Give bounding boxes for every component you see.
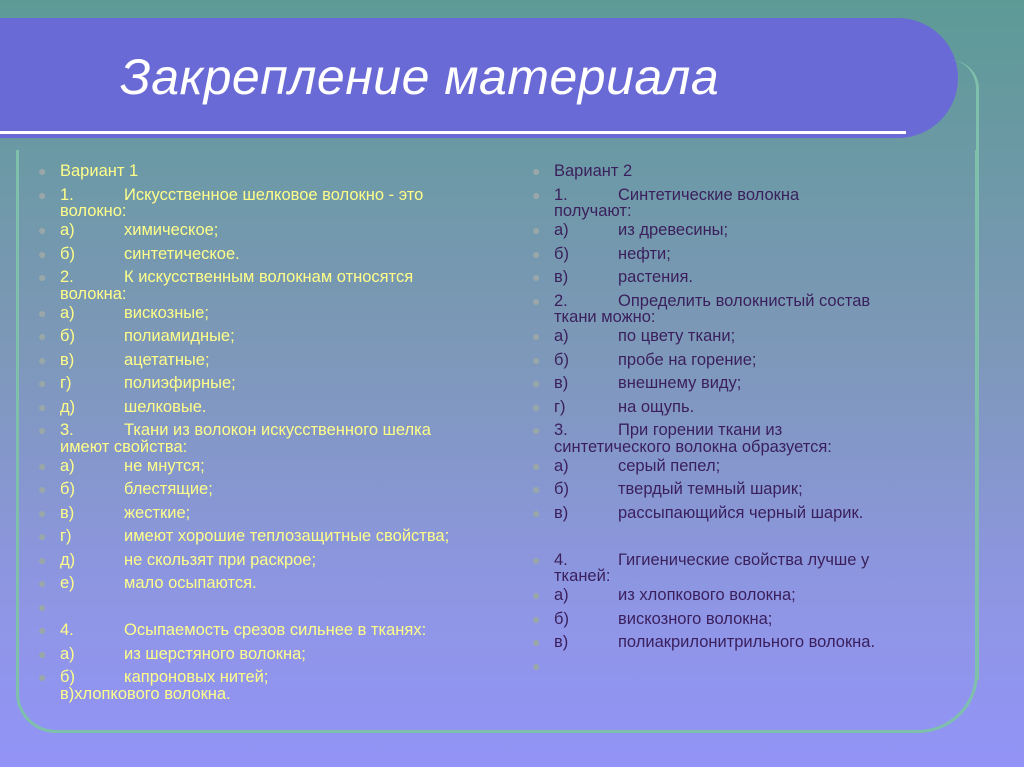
list-item — [532, 455, 972, 479]
bullet-icon: ● — [38, 669, 47, 685]
bullet-icon: ● — [532, 398, 541, 415]
bullet-icon: ● — [532, 245, 541, 262]
item-text: мало осыпаются. — [124, 574, 257, 592]
item-text: полиакрилонитрильного волокна. — [618, 633, 876, 651]
variant-2-list — [532, 160, 972, 678]
list-item — [532, 655, 972, 679]
item-text: не скользят при раскрое; — [124, 550, 317, 569]
bullet-icon: ● — [38, 351, 47, 368]
list-item — [532, 608, 972, 632]
list-item — [38, 266, 528, 302]
item-text: Синтетические волокна — [618, 185, 800, 204]
bullet-icon: ● — [38, 245, 47, 262]
bullet-icon: ● — [532, 351, 541, 368]
list-item — [532, 478, 972, 502]
bullet-icon: ● — [38, 551, 47, 568]
item-marker: в) — [60, 350, 75, 369]
item-marker: в) — [554, 633, 569, 651]
list-item — [38, 502, 528, 526]
slide-title: Закрепление материала — [120, 49, 720, 105]
list-item — [38, 643, 528, 667]
bullet-icon: ● — [532, 269, 541, 285]
item-text-continuation: в)хлопкового волокна. — [60, 684, 231, 703]
item-marker: а) — [554, 221, 569, 239]
item-text: серый пепел; — [618, 456, 721, 475]
item-text-continuation: волокно: — [60, 202, 127, 220]
item-text: твердый темный шарик; — [618, 480, 803, 498]
list-item — [532, 243, 972, 267]
bullet-icon: ● — [532, 634, 541, 650]
item-text: шелковые. — [124, 397, 207, 416]
item-marker: д) — [60, 550, 76, 569]
item-marker: б) — [554, 480, 569, 498]
bullet-icon: ● — [38, 375, 47, 391]
list-item — [38, 455, 528, 479]
item-text: Гигиенические свойства лучше у — [618, 550, 870, 569]
item-marker: б) — [60, 668, 75, 686]
item-text-continuation: имеют свойства: — [60, 437, 188, 456]
list-item — [38, 325, 528, 349]
bullet-icon: ● — [532, 328, 541, 344]
item-text: на ощупь. — [618, 397, 695, 416]
item-marker: 3. — [554, 421, 568, 439]
bullet-icon: ● — [38, 328, 47, 344]
bullet-icon: ● — [532, 610, 541, 627]
bullet-icon: ● — [38, 422, 47, 438]
item-text: из хлопкового волокна; — [618, 586, 796, 604]
bullet-icon: ● — [38, 186, 47, 203]
item-marker: а) — [60, 221, 75, 239]
item-text: К искусственным волокнам относятся — [124, 268, 414, 286]
item-text: Ткани из волокон искусственного шелка — [124, 421, 431, 439]
list-item — [532, 290, 972, 326]
item-marker: а) — [554, 327, 569, 345]
item-marker: 2. — [554, 291, 568, 310]
list-item — [38, 549, 528, 573]
item-text: растения. — [618, 268, 693, 286]
list-item — [38, 184, 528, 220]
item-marker: б) — [60, 244, 75, 263]
item-text: по цвету ткани; — [618, 327, 736, 345]
item-text: При горении ткани из — [618, 421, 783, 439]
list-item — [532, 266, 972, 290]
item-text: химическое; — [124, 221, 219, 239]
item-marker: 1. — [554, 185, 568, 204]
bullet-icon: ● — [38, 457, 47, 474]
bullet-icon: ● — [532, 222, 541, 238]
bullet-icon: ● — [38, 504, 47, 521]
list-item — [38, 525, 528, 549]
list-item — [38, 349, 528, 373]
item-text: не мнутся; — [124, 456, 205, 475]
list-item — [532, 160, 972, 184]
item-marker: б) — [554, 350, 569, 369]
item-text-continuation: получают: — [554, 202, 632, 220]
bullet-icon: ● — [38, 645, 47, 662]
item-marker: в) — [60, 503, 75, 522]
list-item — [532, 549, 972, 585]
bullet-icon: ● — [38, 598, 47, 615]
item-marker: г) — [60, 374, 72, 392]
item-marker: а) — [60, 303, 75, 322]
item-marker: 1. — [60, 185, 74, 204]
item-text: капроновых нитей; — [124, 668, 269, 686]
bullet-icon: ● — [532, 186, 541, 203]
bullet-icon: ● — [532, 587, 541, 603]
item-marker: б) — [554, 244, 569, 263]
item-text: Определить волокнистый состав — [618, 291, 871, 310]
list-item — [38, 396, 528, 420]
item-text: синтетическое. — [124, 244, 240, 263]
item-marker: 2. — [60, 268, 74, 286]
bullet-icon: ● — [38, 222, 47, 238]
item-text: Искусственное шелковое волокно - это — [124, 185, 424, 204]
item-marker: 4. — [554, 550, 568, 569]
list-item — [532, 372, 972, 396]
item-marker: е) — [60, 574, 75, 592]
item-text: из шерстяного волокна; — [124, 644, 306, 663]
item-text: пробе на горение; — [618, 350, 757, 369]
item-text: жесткие; — [124, 503, 191, 522]
bullet-icon: ● — [532, 551, 541, 568]
bullet-icon: ● — [38, 575, 47, 591]
item-text-continuation: волокна: — [60, 284, 127, 303]
item-text-continuation: тканей: — [554, 567, 611, 585]
item-text: полиэфирные; — [124, 374, 236, 392]
item-marker: д) — [60, 397, 76, 416]
list-item — [532, 584, 972, 608]
list-item — [38, 478, 528, 502]
variant-1-list — [38, 160, 528, 702]
item-marker: в) — [554, 268, 569, 286]
item-marker: г) — [554, 397, 566, 416]
list-item — [38, 619, 528, 643]
list-item — [38, 572, 528, 596]
item-marker: 3. — [60, 421, 74, 439]
list-item — [38, 219, 528, 243]
list-item — [38, 160, 528, 184]
item-text: блестящие; — [124, 480, 213, 498]
item-text-continuation: ткани можно: — [554, 308, 656, 326]
list-item — [38, 596, 528, 620]
bullet-icon: ● — [532, 292, 541, 309]
item-marker: в) — [554, 503, 569, 522]
bullet-icon: ● — [532, 163, 541, 179]
list-item — [38, 419, 528, 455]
list-item — [532, 184, 972, 220]
bullet-icon: ● — [38, 269, 47, 285]
item-text: рассыпающийся черный шарик. — [618, 503, 864, 522]
bullet-icon: ● — [532, 457, 541, 474]
item-text: нефти; — [618, 244, 671, 263]
item-text: Вариант 1 — [60, 162, 139, 180]
bullet-icon: ● — [532, 504, 541, 521]
item-text: имеют хорошие теплозащитные свойства; — [124, 527, 450, 545]
item-text: ацетатные; — [124, 350, 210, 369]
item-marker: б) — [60, 480, 75, 498]
item-text: внешнему виду; — [618, 374, 742, 392]
list-item — [532, 525, 972, 549]
bullet-icon: ● — [532, 481, 541, 497]
item-marker: а) — [554, 586, 569, 604]
item-text: Осыпаемость срезов сильнее в тканях: — [124, 621, 427, 639]
bullet-icon: ● — [532, 657, 541, 674]
list-item — [38, 243, 528, 267]
item-marker: г) — [60, 527, 72, 545]
list-item — [532, 349, 972, 373]
bullet-icon: ● — [532, 422, 541, 438]
bullet-icon: ● — [38, 622, 47, 638]
item-marker: а) — [554, 456, 569, 475]
list-item — [532, 502, 972, 526]
item-text: вискозного волокна; — [618, 609, 773, 628]
bullet-icon: ● — [38, 304, 47, 321]
title-underline — [0, 131, 906, 134]
bullet-icon: ● — [38, 481, 47, 497]
item-marker: 4. — [60, 621, 74, 639]
item-marker: а) — [60, 456, 75, 475]
item-text-continuation: синтетического волокна образуется: — [554, 437, 832, 456]
item-text: из древесины; — [618, 221, 729, 239]
bullet-icon: ● — [38, 528, 47, 544]
item-marker: б) — [554, 609, 569, 628]
list-item — [532, 419, 972, 455]
bullet-icon: ● — [38, 163, 47, 179]
item-marker: а) — [60, 644, 75, 663]
list-item — [38, 372, 528, 396]
bullet-icon: ● — [38, 398, 47, 415]
item-text: вискозные; — [124, 303, 209, 322]
item-text: Вариант 2 — [554, 162, 633, 180]
list-item — [532, 219, 972, 243]
bullet-icon: ● — [532, 375, 541, 391]
list-item — [532, 396, 972, 420]
list-item — [38, 666, 528, 702]
item-marker: в) — [554, 374, 569, 392]
list-item — [532, 631, 972, 655]
item-text: полиамидные; — [124, 327, 235, 345]
list-item — [38, 302, 528, 326]
item-marker: б) — [60, 327, 75, 345]
list-item — [532, 325, 972, 349]
